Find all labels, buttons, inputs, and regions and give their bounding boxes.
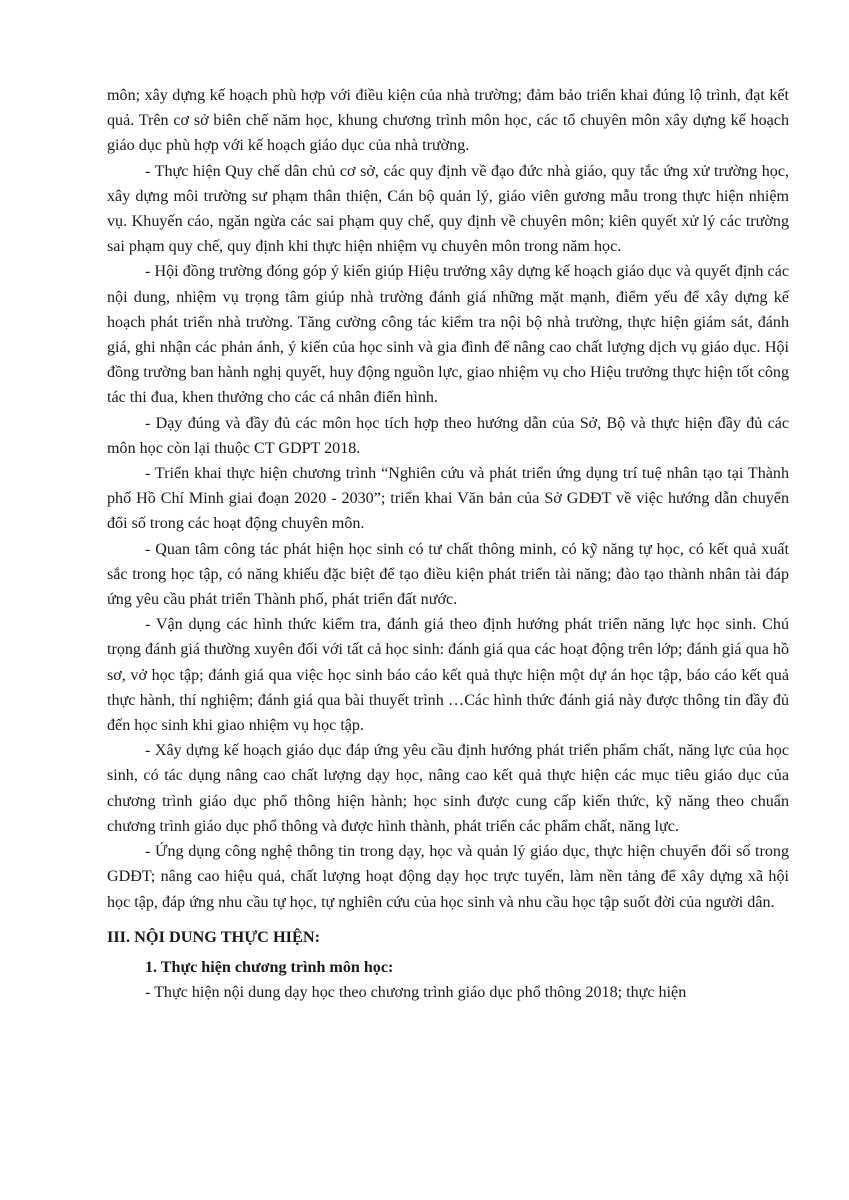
- paragraph-digital-transformation: - Ứng dụng công nghệ thông tin trong dạy, học và quản lý giáo dục, thực hiện chuyển đổi số trong GDĐT; nâng cao hiệu quả, chất lượng hoạt động dạy học trực tuyến, làm nền tảng để xây dựng xã hội học tập, đáp ứng nhu cầu tự học, tự nghiên cứu của học sinh và nhu cầu học tập suốt đời của người dân.: [107, 843, 789, 911]
- subsection-heading: 1. Thực hiện chương trình môn học:: [145, 958, 394, 976]
- paragraph-school-council: - Hội đồng trường đóng góp ý kiến giúp Hiệu trưởng xây dựng kế hoạch giáo dục và quyết định các nội dung, nhiệm vụ trọng tâm giúp nhà trường đánh giá những mặt mạnh, điểm yếu để xây dựng kế hoạch phát triển nhà trường. Tăng cường công tác kiểm tra nội bộ nhà trường, thực hiện giám sát, đánh giá, ghi nhận các phản ánh, ý kiến của học sinh và gia đình để nâng cao chất lượng dịch vụ giáo dục. Hội đồng trường ban hành nghị quyết, huy động nguồn lực, giao nhiệm vụ cho Hiệu trưởng thực hiện tốt công tác thi đua, khen thưởng cho các cá nhân điển hình.: [107, 263, 789, 407]
- paragraph-ai-program: - Triển khai thực hiện chương trình “Nghiên cứu và phát triển ứng dụng trí tuệ nhân tạo tại Thành phố Hồ Chí Minh giai đoạn 2020 - 2030”; triển khai Văn bản của Sở GDĐT về việc hướng dẫn chuyển đổi số trong các hoạt động chuyên môn.: [107, 465, 789, 533]
- paragraph-education-plan: - Xây dựng kế hoạch giáo dục đáp ứng yêu cầu định hướng phát triển phẩm chất, năng lực của học sinh, có tác dụng nâng cao chất lượng dạy học, nâng cao kết quả thực hiện các mục tiêu giáo dục của chương trình giáo dục phổ thông hiện hành; học sinh được cung cấp kiến thức, kỹ năng theo chuẩn chương trình giáo dục phổ thông và được hình thành, phát triển các phẩm chất, năng lực.: [107, 742, 789, 835]
- paragraph-integrated-subjects: - Dạy đúng và đầy đủ các môn học tích hợp theo hướng dẫn của Sở, Bộ và thực hiện đầy đủ các môn học còn lại thuộc CT GDPT 2018.: [107, 414, 789, 457]
- paragraph-assessment: - Vận dụng các hình thức kiểm tra, đánh giá theo định hướng phát triển năng lực học sinh. Chú trọng đánh giá thường xuyên đối với tất cả học sinh: đánh giá qua các hoạt động trên lớp; đánh giá qua hồ sơ, vở học tập; đánh giá qua việc học sinh báo cáo kết quả thực hiện một dự án học tập, báo cáo kết quả thực hành, thí nghiệm; đánh giá qua bài thuyết trình …Các hình thức đánh giá này được thông tin đầy đủ đến học sinh khi giao nhiệm vụ học tập.: [107, 616, 789, 735]
- paragraph-continuation: môn; xây dựng kế hoạch phù hợp với điều kiện của nhà trường; đảm bảo triển khai đúng lộ trình, đạt kết quả. Trên cơ sở biên chế năm học, khung chương trình môn học, các tổ chuyên môn xây dựng kế hoạch giáo dục phù hợp với kế hoạch giáo dục của nhà trường.: [107, 87, 789, 155]
- paragraph-gifted-students: - Quan tâm công tác phát hiện học sinh có tư chất thông minh, có kỹ năng tự học, có kết quả xuất sắc trong học tập, có năng khiếu đặc biệt để tạo điều kiện phát triển tài năng; đào tạo thành nhân tài đáp ứng yêu cầu phát triển Thành phố, phát triển đất nước.: [107, 540, 789, 609]
- paragraph-final: - Thực hiện nội dung dạy học theo chương trình giáo dục phổ thông 2018; thực hiện: [145, 984, 687, 1002]
- section-heading: III. NỘI DUNG THỰC HIỆN:: [107, 926, 321, 946]
- paragraph-democracy-regulation: - Thực hiện Quy chế dân chủ cơ sở, các quy định về đạo đức nhà giáo, quy tắc ứng xử trường học, xây dựng môi trường sư phạm thân thiện, Cán bộ quản lý, giáo viên gương mẫu trong thực hiện nhiệm vụ. Khuyến cáo, ngăn ngừa các sai phạm quy chế, quy định về chuyên môn; kiên quyết xử lý các trường sai phạm quy chế, quy định khi thực hiện nhiệm vụ chuyên môn trong năm học.: [107, 162, 789, 256]
